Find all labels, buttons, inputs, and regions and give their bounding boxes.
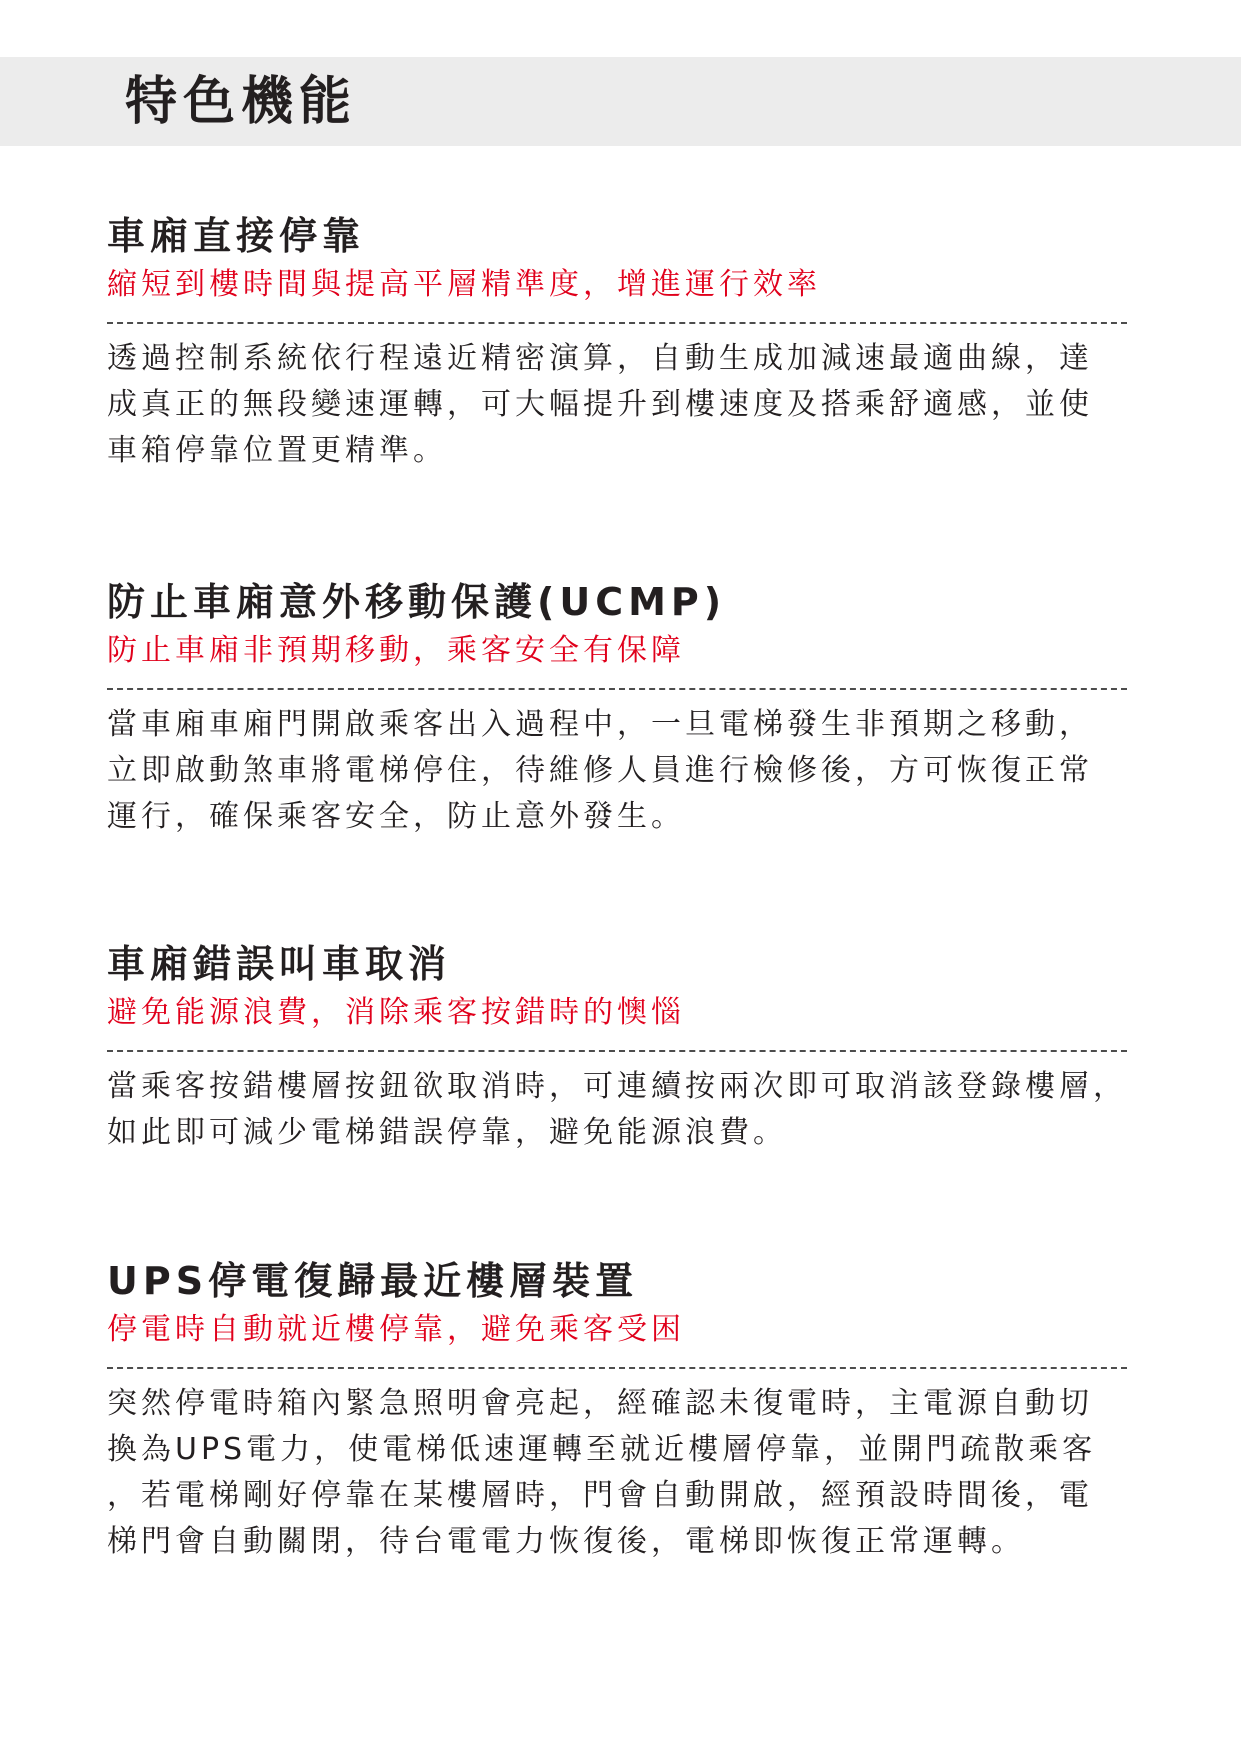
section-body [107, 1064, 1137, 1156]
dashed-divider [107, 1050, 1127, 1052]
section-body [107, 702, 1137, 840]
section-title: 車廂直接停靠 [107, 214, 366, 258]
dashed-divider [107, 322, 1127, 324]
body-line: 當乘客按錯樓層按鈕欲取消時，可連續按兩次即可取消該登錄樓層， [107, 1069, 1127, 1104]
section-title: 防止車廂意外移動保護(UCMP) [107, 580, 727, 624]
body-line: 立即啟動煞車將電梯停住，待維修人員進行檢修後，方可恢復正常 [107, 753, 1093, 788]
section-title: UPS停電復歸最近樓層裝置 [107, 1259, 639, 1303]
section-subtitle: 停電時自動就近樓停靠，避免乘客受困 [107, 1312, 685, 1347]
body-line: 車箱停靠位置更精準。 [107, 433, 447, 468]
section-subtitle: 避免能源浪費，消除乘客按錯時的懊惱 [107, 995, 685, 1030]
feature-section-ucmp [107, 578, 1137, 840]
feature-section-ups-return [107, 1257, 1137, 1565]
body-line: 運行，確保乘客安全，防止意外發生。 [107, 799, 685, 834]
section-body [107, 1381, 1137, 1565]
page-title: 特色機能 [125, 72, 358, 132]
body-line: 突然停電時箱內緊急照明會亮起，經確認未復電時，主電源自動切 [107, 1386, 1093, 1421]
section-subtitle: 縮短到樓時間與提高平層精準度，增進運行效率 [107, 267, 821, 302]
body-line: 梯門會自動關閉，待台電電力恢復後，電梯即恢復正常運轉。 [107, 1524, 1025, 1559]
feature-section-call-cancel [107, 940, 1137, 1156]
body-line: 當車廂車廂門開啟乘客出入過程中，一旦電梯發生非預期之移動， [107, 707, 1093, 742]
dashed-divider [107, 1367, 1127, 1369]
body-line: 透過控制系統依行程遠近精密演算，自動生成加減速最適曲線，達 [107, 341, 1093, 376]
section-subtitle: 防止車廂非預期移動，乘客安全有保障 [107, 633, 685, 668]
dashed-divider [107, 688, 1127, 690]
body-line: ，若電梯剛好停靠在某樓層時，門會自動開啟，經預設時間後，電 [107, 1478, 1093, 1513]
section-body [107, 336, 1137, 474]
body-line: 如此即可減少電梯錯誤停靠，避免能源浪費。 [107, 1115, 787, 1150]
section-title: 車廂錯誤叫車取消 [107, 942, 452, 986]
body-line: 成真正的無段變速運轉，可大幅提升到樓速度及搭乘舒適感，並使 [107, 387, 1093, 422]
body-line: 換為UPS電力，使電梯低速運轉至就近樓層停靠，並開門疏散乘客 [107, 1432, 1097, 1467]
feature-section-direct-landing [107, 212, 1137, 474]
